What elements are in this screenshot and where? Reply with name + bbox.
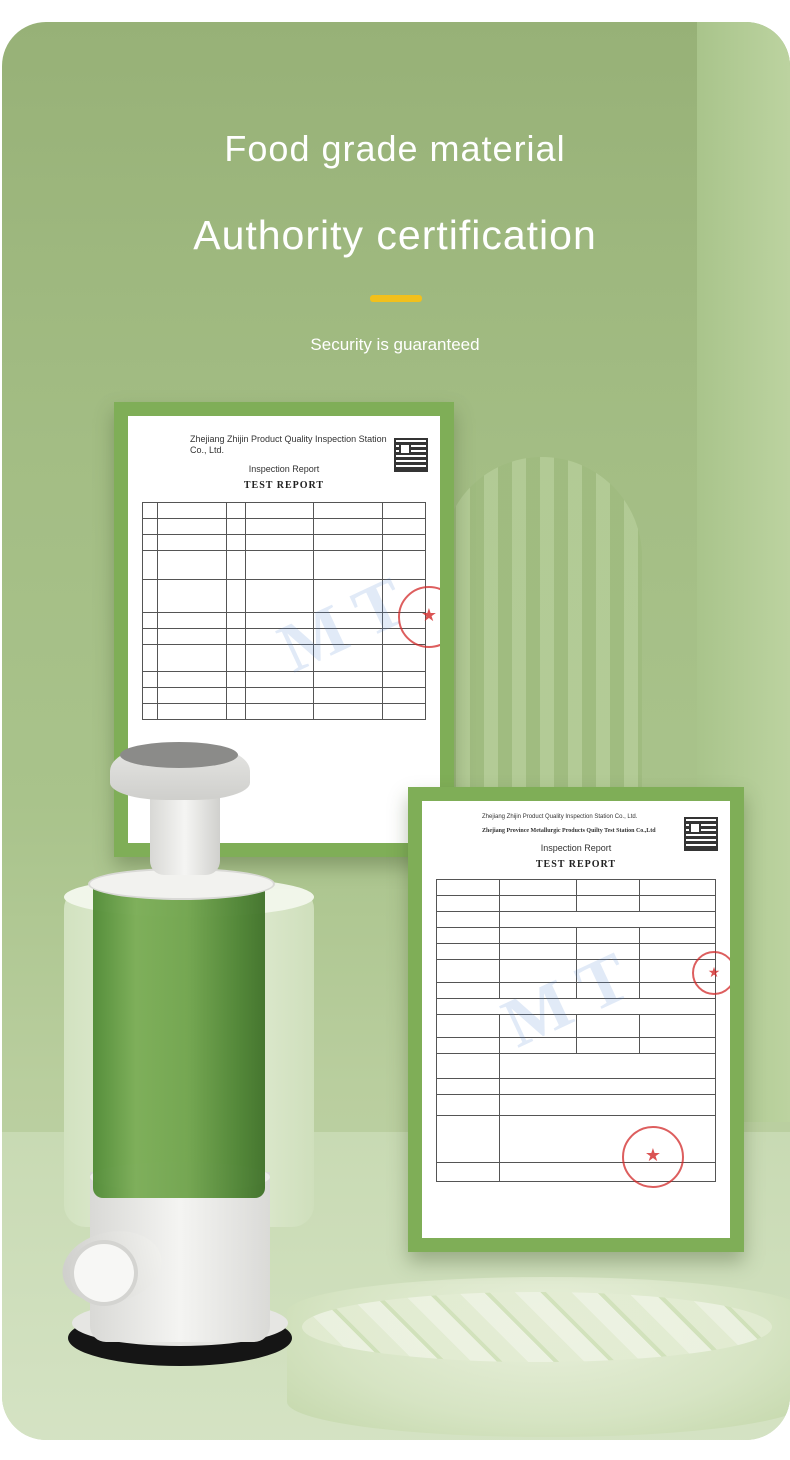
report-subtitle: Inspection Report xyxy=(540,843,612,853)
device-outlet-opening xyxy=(70,1240,138,1306)
red-seal-icon: ★ xyxy=(692,951,730,995)
station-name: Zhejiang Zhijin Product Quality Inspection Station Co., Ltd. xyxy=(482,814,638,820)
station-name-en: Zhejiang Province Metallurgic Products Quilty Test Station Co.,Ltd xyxy=(482,828,656,834)
certificate-paper-bottom xyxy=(422,801,730,1238)
report-title: TEST REPORT xyxy=(243,480,325,491)
headline-line1: Food grade material xyxy=(224,128,566,169)
station-name: Zhejiang Zhijin Product Quality Inspection Station Co., Ltd. xyxy=(190,434,387,455)
device-stem xyxy=(150,790,220,875)
certificate-frame-bottom xyxy=(408,787,744,1252)
report-subtitle: Inspection Report xyxy=(248,464,320,474)
accent-bar xyxy=(370,295,422,302)
red-seal-icon: ★ xyxy=(622,1126,684,1188)
watermark-icon: M T xyxy=(267,563,418,688)
report-title: TEST REPORT xyxy=(535,859,617,870)
tagline: Security is guaranteed xyxy=(310,335,480,354)
headline-line2: Authority certification xyxy=(193,212,597,258)
mosaic-pedestal-top xyxy=(302,1292,772,1362)
device-green-body xyxy=(93,880,265,1198)
watermark-icon: M T xyxy=(491,938,642,1063)
red-seal-icon: ★ xyxy=(398,586,440,648)
device-cap-top xyxy=(120,742,238,768)
